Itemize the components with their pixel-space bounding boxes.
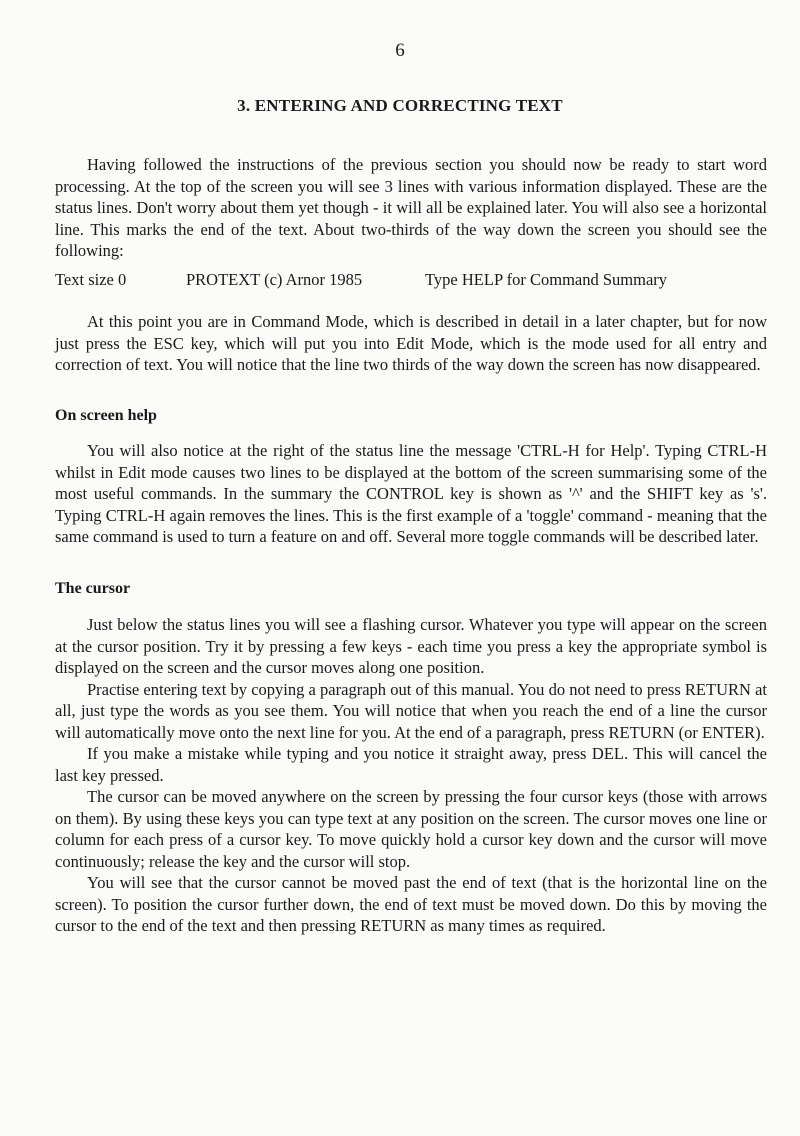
help-paragraph-block	[55, 440, 767, 548]
cursor-paragraph-2: Practise entering text by copying a paragraph out of this manual. You do not need to press RETURN at all, just type the words as you see them. You will notice that when you reach the end of a line the cursor will automatically move onto the next line for you. At the end of a paragraph, press RETURN (or ENTER).	[55, 679, 767, 742]
cursor-paragraph-3: If you make a mistake while typing and you notice it straight away, press DEL. This will cancel the last key pressed.	[55, 744, 767, 785]
cursor-paragraph-4: The cursor can be moved anywhere on the screen by pressing the four cursor keys (those with arrows on them). By using these keys you can type text at any position on the screen. The cursor moves one line or column for each press of a cursor key. To move quickly hold a cursor key down and the cursor will move continuously; release the key and the cursor will stop.	[55, 787, 767, 871]
status-product: PROTEXT (c) Arnor 1985	[186, 270, 363, 289]
help-paragraph: You will also notice at the right of the status line the message 'CTRL-H for Help'. Typing CTRL-H whilst in Edit mode causes two lines to be displayed at the bottom of the screen summarising some of the most useful commands. In the summary the CONTROL key is shown as '^' and the SHIFT key as 's'. Typing CTRL-H again removes the lines. This is the first example of a 'toggle' command - meaning that the same command is used to turn a feature on and off. Several more toggle commands will be described later.	[55, 441, 767, 546]
intro-paragraph-block	[55, 154, 767, 262]
intro-paragraph: Having followed the instructions of the previous section you should now be ready to start word processing. At the top of the screen you will see 3 lines with various information displayed. These are the status lines. Don't worry about them yet though - it will all be explained later. You will also see a horizontal line. This marks the end of the text. About two-thirds of the way down the screen you should see the following:	[55, 155, 767, 260]
section-heading-cursor: The cursor	[55, 580, 131, 597]
chapter-title: 3. ENTERING AND CORRECTING TEXT	[237, 96, 563, 115]
cursor-paragraphs-block	[55, 614, 767, 937]
page-number: 6	[395, 40, 405, 61]
command-mode-block	[55, 311, 767, 376]
command-mode-paragraph: At this point you are in Command Mode, which is described in detail in a later chapter, but for now just press the ESC key, which will put you into Edit Mode, which is the mode used for all entry and correction of text. You will notice that the line two thirds of the way down the screen has now disappeared.	[55, 312, 767, 374]
status-text-size: Text size 0	[55, 270, 127, 289]
cursor-paragraph-5: You will see that the cursor cannot be moved past the end of text (that is the horizontal line on the screen). To position the cursor further down, the end of text must be moved down. Do this by moving the cursor to the end of the text and then pressing RETURN as many times as required.	[55, 873, 767, 935]
status-help: Type HELP for Command Summary	[425, 270, 668, 289]
section-heading-help: On screen help	[55, 407, 157, 424]
cursor-paragraph-1: Just below the status lines you will see a flashing cursor. Whatever you type will appear on the screen at the cursor position. Try it by pressing a few keys - each time you press a key the appropriate symbol is displayed on the screen and the cursor moves along one position.	[55, 615, 767, 677]
